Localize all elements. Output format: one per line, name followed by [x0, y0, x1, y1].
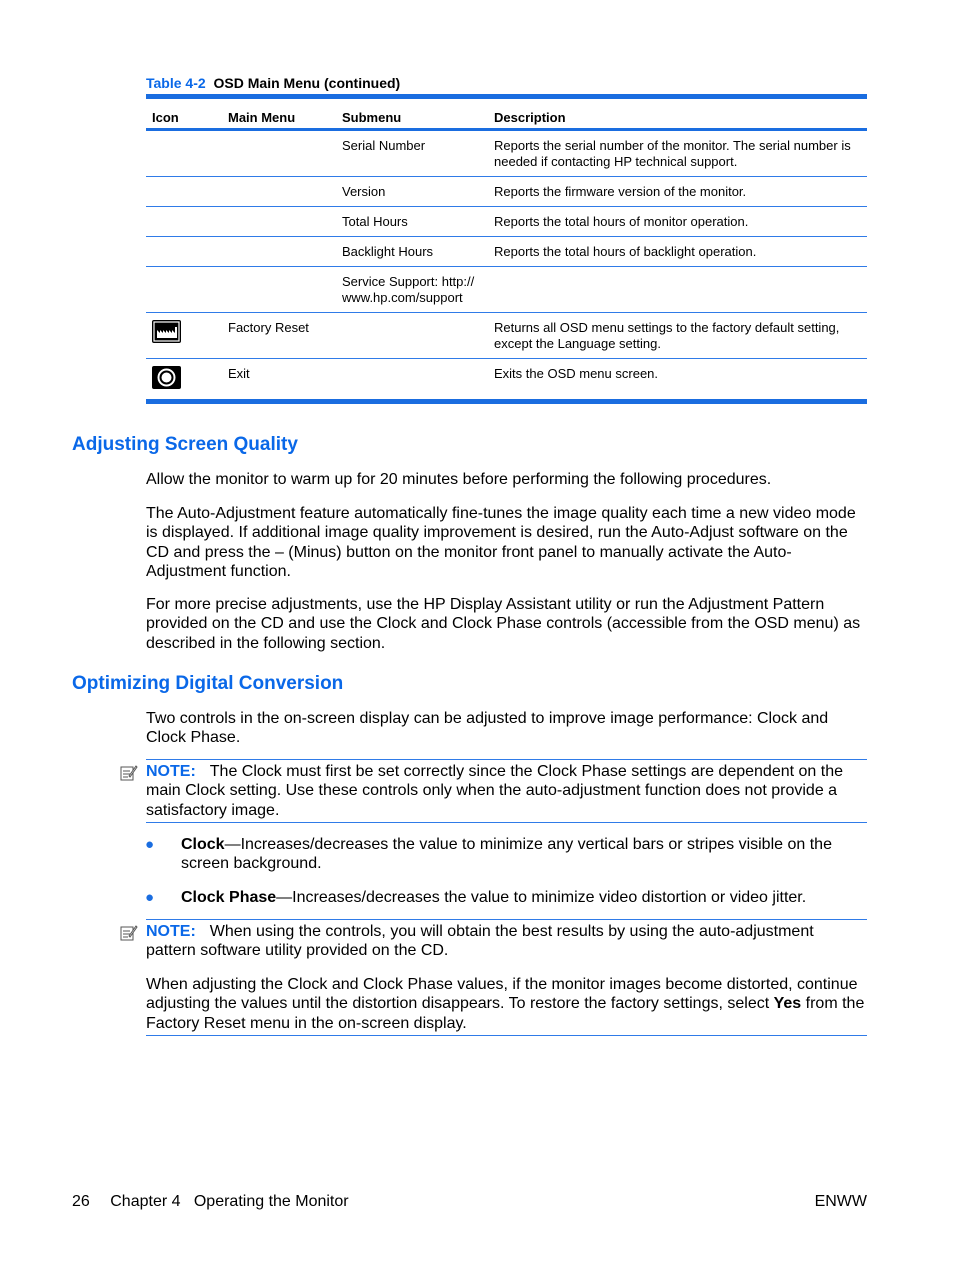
description-cell: Returns all OSD menu settings to the factory default setting, except the Language setting. [494, 320, 840, 351]
table-row [146, 359, 867, 400]
header-submenu: Submenu [342, 110, 402, 125]
paragraph [146, 975, 867, 1036]
submenu-cell: Version [342, 184, 386, 199]
table-row [146, 267, 867, 313]
description-cell: Reports the firmware version of the monitor. [494, 184, 747, 199]
table-row [146, 177, 867, 207]
osd-main-menu-table [146, 94, 867, 405]
bullet-text: —Increases/decreases the value to minimize any vertical bars or stripes visible on the screen background. [181, 836, 832, 873]
section-heading-adjusting-screen-quality: Adjusting Screen Quality [72, 434, 298, 455]
table-row [146, 237, 867, 267]
paragraph: Two controls in the on-screen display can be adjusted to improve image performance: Clock and Clock Phase. [146, 710, 829, 747]
paragraph-bold: Yes [773, 995, 802, 1013]
table-row [146, 207, 867, 237]
header-description: Description [494, 110, 566, 125]
bullet-term: Clock [181, 836, 225, 853]
bullet-icon: ● [145, 836, 155, 853]
exit-icon [152, 366, 181, 389]
table-title: OSD Main Menu (continued) [213, 75, 401, 91]
description-cell: Reports the total hours of monitor operation. [494, 214, 749, 229]
submenu-cell: Total Hours [342, 214, 408, 229]
note-box [146, 759, 867, 823]
table-label: Table 4-2 [146, 75, 206, 91]
bullet-text: —Increases/decreases the value to minimize video distortion or video jitter. [276, 889, 807, 906]
paragraph-text: from the Factory Reset menu in the on-screen display. [146, 995, 865, 1032]
paragraph: Allow the monitor to warm up for 20 minutes before performing the following procedures. [146, 471, 772, 488]
description-cell: Reports the total hours of backlight operation. [494, 244, 757, 259]
paragraph: The Auto-Adjustment feature automatically fine-tunes the image quality each time a new video mode is displayed. If additional image quality improvement is desired, run the Auto-Adjust software on the CD and press the – (Minus) button on the monitor front panel to manually activate the Auto-Adjustment function. [146, 505, 856, 580]
footer-right: ENWW [814, 1193, 867, 1210]
table-row [146, 131, 867, 177]
table-bottom-rule [146, 399, 867, 404]
list-item [145, 888, 867, 907]
factory-reset-icon [152, 320, 181, 343]
note-label: NOTE: [146, 763, 196, 780]
note-text: The Clock must first be set correctly since the Clock Phase settings are dependent on the main Clock setting. Use these controls only when the auto-adjustment function does not provide a satisfactory image. [146, 763, 843, 819]
paragraph-text: When adjusting the Clock and Clock Phase values, if the monitor images become distorted, continue adjusting the values until the distortion disappears. To restore the factory settings, select [146, 976, 858, 1013]
paragraph: For more precise adjustments, use the HP Display Assistant utility or run the Adjustment Pattern provided on the CD and use the Clock and Clock Phase controls (accessible from the OSD menu) as described in the following section. [146, 596, 861, 652]
header-main-menu: Main Menu [228, 110, 296, 125]
table-row [146, 313, 867, 359]
note-label: NOTE: [146, 923, 196, 940]
list-item [145, 835, 867, 874]
submenu-cell: Backlight Hours [342, 244, 434, 259]
footer-left [72, 1193, 349, 1211]
table-caption [146, 75, 400, 91]
chapter-label: Chapter 4 Operating the Monitor [110, 1193, 349, 1210]
note-pencil-icon [120, 924, 138, 947]
main-menu-cell: Exit [228, 366, 250, 381]
description-cell: Exits the OSD menu screen. [494, 366, 659, 381]
header-icon: Icon [152, 110, 179, 125]
bullet-term: Clock Phase [181, 889, 277, 906]
submenu-cell: Serial Number [342, 138, 426, 153]
section-heading-optimizing-digital-conversion: Optimizing Digital Conversion [72, 673, 344, 694]
note-text: When using the controls, you will obtain the best results by using the auto-adjustment pattern software utility provided on the CD. [146, 923, 814, 960]
table-header-row [146, 99, 867, 131]
submenu-cell: Service Support: http:// www.hp.com/support [342, 274, 475, 305]
note-box [146, 919, 867, 963]
description-cell: Reports the serial number of the monitor. The serial number is needed if contacting HP technical support. [494, 138, 851, 169]
main-menu-cell: Factory Reset [228, 320, 309, 335]
bullet-icon: ● [145, 889, 155, 906]
page-number: 26 [72, 1193, 90, 1210]
note-pencil-icon [120, 764, 138, 787]
